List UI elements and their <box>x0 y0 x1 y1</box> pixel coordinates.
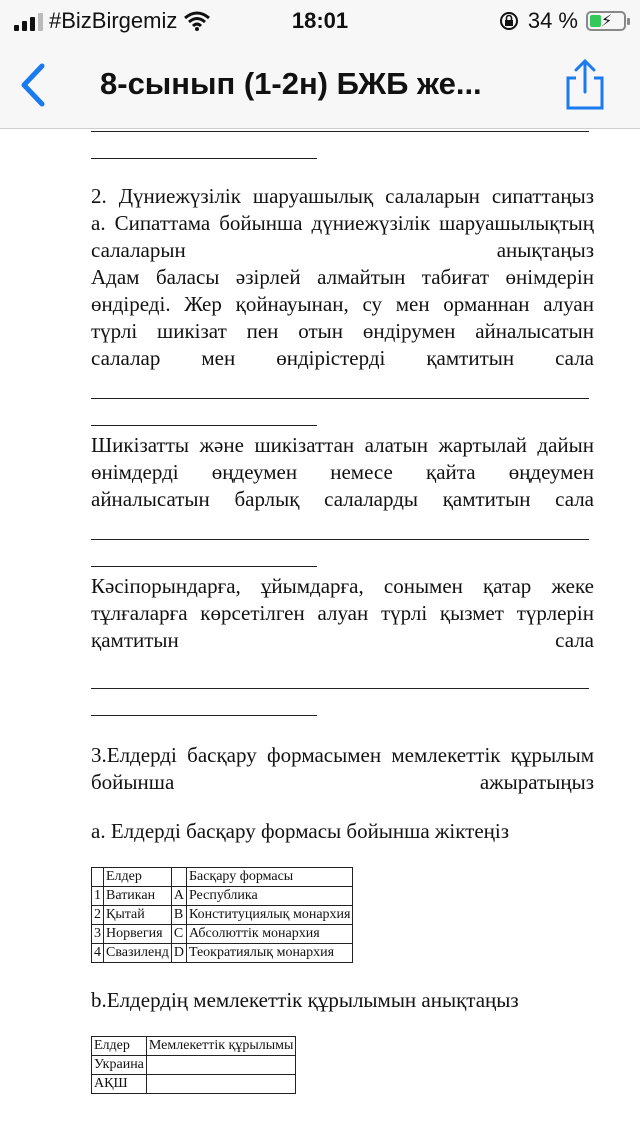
table-row <box>92 906 353 925</box>
table-row <box>92 925 353 944</box>
table-cell: Конституциялық монархия <box>186 906 353 925</box>
navigation-bar <box>0 42 640 129</box>
table-cell: Қытай <box>104 906 172 925</box>
orientation-lock-icon <box>498 10 520 32</box>
government-form-table <box>91 867 353 963</box>
question-3a: а. Елдерді басқару формасы бойынша жіктеңіз <box>91 819 510 843</box>
battery-percent: 34 % <box>527 8 578 33</box>
table-cell: Ватикан <box>104 887 172 906</box>
answer-line <box>91 398 589 399</box>
table-cell: Мемлекеттік құрылымы <box>146 1037 296 1056</box>
status-time: 18:01 <box>291 8 349 33</box>
carrier-name: #BizBirgemiz <box>49 8 178 33</box>
table-cell: 1 <box>92 887 104 906</box>
battery-icon <box>586 11 626 31</box>
table-cell <box>92 868 104 887</box>
table-cell: Республика <box>186 887 353 906</box>
paragraph-extractive: Адам баласы әзірлей алмайтын табиғат өнімдерін өндіреді. Жер қойнауынан, су мен орманнан алуан түрлі шикізат пен отын өндірумен айналысатын салалар мен өндірістерді қамтитын сала <box>91 265 594 370</box>
table-cell: C <box>171 925 186 944</box>
question-2-title: 2. Дүниежүзілік шаруашылық салаларын сипаттаңыз <box>91 184 594 208</box>
answer-line <box>91 158 317 159</box>
table-cell: 3 <box>92 925 104 944</box>
table-cell <box>146 1056 296 1075</box>
table-cell: АҚШ <box>92 1075 147 1094</box>
share-button[interactable] <box>562 58 608 112</box>
table-cell: Елдер <box>104 868 172 887</box>
table-row <box>92 887 353 906</box>
document-page <box>91 128 594 1094</box>
table-cell: Абсолюттік монархия <box>186 925 353 944</box>
question-2a: а. Сипаттама бойынша дүниежүзілік шаруашылықтың салаларын анықтаңыз <box>91 211 594 262</box>
answer-line <box>91 566 317 567</box>
back-button[interactable] <box>14 60 54 110</box>
table-row <box>92 1056 296 1075</box>
table-cell: A <box>171 887 186 906</box>
question-3b: b.Елдердің мемлекеттік құрылымын анықтаңыз <box>91 988 519 1012</box>
answer-line <box>91 688 589 689</box>
chevron-left-icon <box>24 66 42 104</box>
table-header-row <box>92 868 353 887</box>
table-cell: 2 <box>92 906 104 925</box>
table-cell: Теократиялық монархия <box>186 944 353 963</box>
table-cell: D <box>171 944 186 963</box>
paragraph-processing: Шикізатты және шикізаттан алатын жартылай дайын өнімдерді өңдеумен немесе қайта өңдеумен айналысатын барлық салаларды қамтитын сала <box>91 433 594 511</box>
table-row <box>92 1075 296 1094</box>
table-header-row <box>92 1037 296 1056</box>
table-cell: Басқару формасы <box>186 868 353 887</box>
battery-level <box>590 15 601 27</box>
answer-line <box>91 128 589 132</box>
charging-bolt-icon: ⚡ <box>601 13 613 30</box>
table-cell: B <box>171 906 186 925</box>
answer-line <box>91 539 589 540</box>
document-title: 8-сынып (1-2н) БЖБ же... <box>100 66 482 101</box>
paragraph-services: Кәсіпорындарға, ұйымдарға, сонымен қатар жеке тұлғаларға көрсетілген алуан түрлі қызмет түрлерін қамтитын сала <box>91 574 594 652</box>
question-3-title: 3.Елдерді басқару формасымен мемлекеттік құрылым бойынша ажыратыңыз <box>91 743 594 794</box>
table-cell: Елдер <box>92 1037 147 1056</box>
status-right <box>498 8 626 34</box>
table-row <box>92 944 353 963</box>
answer-line <box>91 425 317 426</box>
table-cell: 4 <box>92 944 104 963</box>
table-cell: Норвегия <box>104 925 172 944</box>
state-structure-table <box>91 1036 296 1094</box>
answer-line <box>91 715 317 716</box>
table-cell <box>146 1075 296 1094</box>
status-bar <box>0 0 640 42</box>
table-cell <box>171 868 186 887</box>
table-cell: Свазиленд <box>104 944 172 963</box>
table-cell: Украина <box>92 1056 147 1075</box>
